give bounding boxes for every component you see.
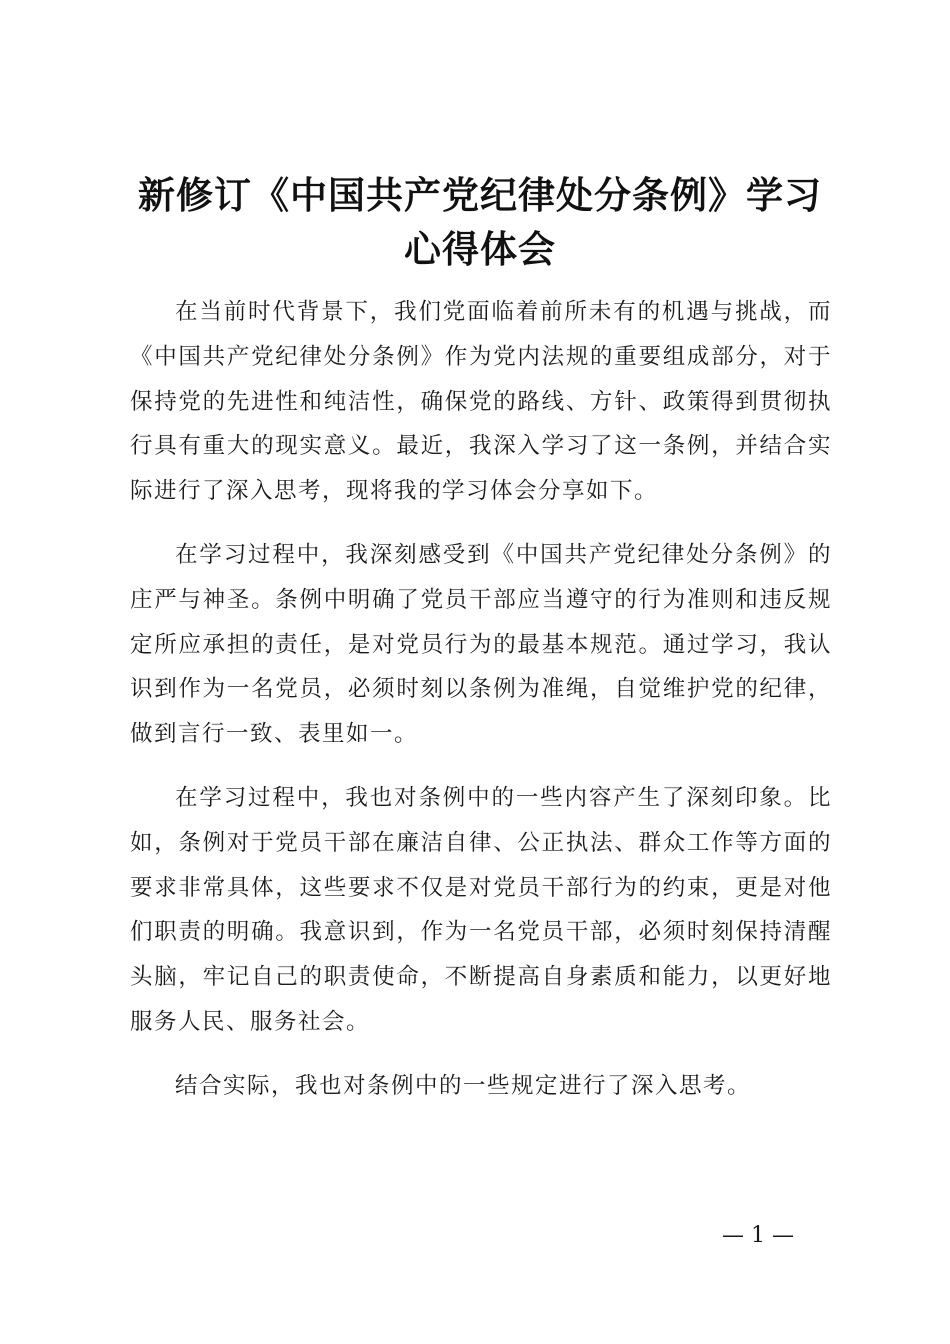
paragraph: 在学习过程中，我深刻感受到《中国共产党纪律处分条例》的庄严与神圣。条例中明确了党员干部应当遵守的行为准则和违反规定所应承担的责任，是对党员行为的最基本规范。通过学习，我认识到作为一名党员，必须时刻以条例为准绳，自觉维护党的纪律，做到言行一致、表里如一。 [130,541,832,748]
page-number: — 1 — [722,1223,794,1248]
paragraph: 在当前时代背景下，我们党面临着前所未有的机遇与挑战，而《中国共产党纪律处分条例》作为党内法规的重要组成部分，对于保持党的先进性和纯洁性，确保党的路线、方针、政策得到贯彻执行具有重大的现实意义。最近，我深入学习了这一条例，并结合实际进行了深入思考，现将我的学习体会分享如下。 [130,299,832,505]
paragraph: 在学习过程中，我也对条例中的一些内容产生了深刻印象。比如，条例对于党员干部在廉洁自律、公正执法、群众工作等方面的要求非常具体，这些要求不仅是对党员干部行为的约束，更是对他们职责的明确。我意识到，作为一名党员干部，必须时刻保持清醒头脑，牢记自己的职责使命，不断提高自身素质和能力，以更好地服务人民、服务社会。 [130,784,832,1035]
document-body [130,290,832,1128]
paragraph: 结合实际，我也对条例中的一些规定进行了深入思考。 [175,1072,752,1099]
document-title: 新修订《中国共产党纪律处分条例》学习心得体会 [138,173,822,271]
